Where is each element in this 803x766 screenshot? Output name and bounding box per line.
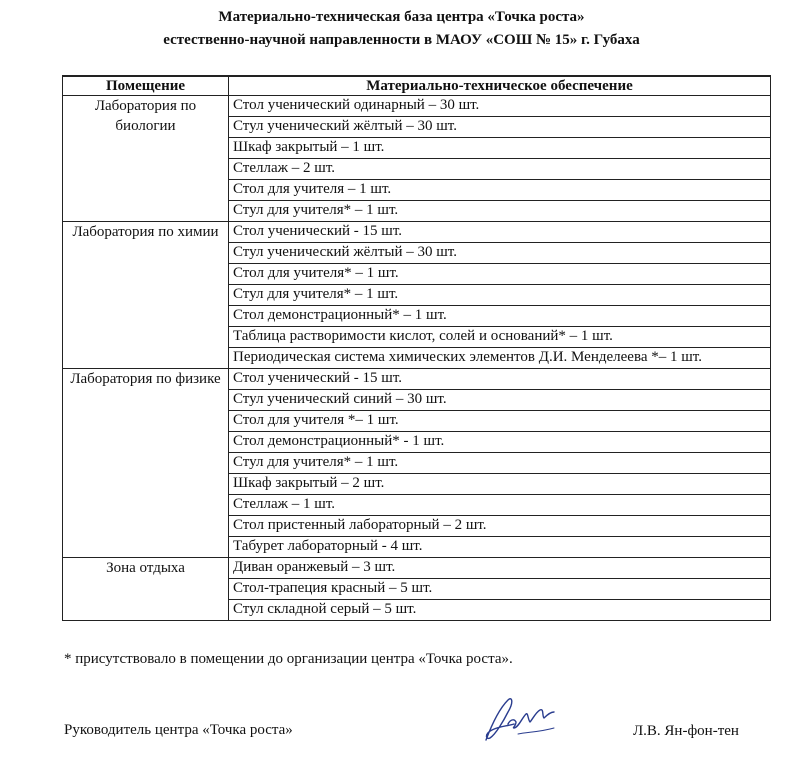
header-equipment: Материально-техническое обеспечение — [229, 76, 771, 96]
table-row — [63, 222, 771, 243]
equipment-table — [62, 75, 771, 621]
table-row — [63, 96, 771, 117]
equipment-item-cell: Стол для учителя *– 1 шт. — [229, 411, 771, 432]
equipment-item-cell: Стол-трапеция красный – 5 шт. — [229, 579, 771, 600]
handwritten-signature — [478, 694, 568, 746]
equipment-item-cell: Стул для учителя* – 1 шт. — [229, 201, 771, 222]
room-name-cell: Лаборатория по физике — [63, 369, 229, 558]
equipment-item-cell: Стул складной серый – 5 шт. — [229, 600, 771, 621]
table-header-row — [63, 76, 771, 96]
equipment-item-cell: Периодическая система химических элементов Д.И. Менделеева *– 1 шт. — [229, 348, 771, 369]
signature-role: Руководитель центра «Точка роста» — [64, 722, 293, 738]
equipment-item-cell: Стеллаж – 1 шт. — [229, 495, 771, 516]
equipment-item-cell: Стул ученический жёлтый – 30 шт. — [229, 243, 771, 264]
document-title-line-1: Материально-техническая база центра «Точка роста» — [218, 9, 585, 25]
equipment-item-cell: Таблица растворимости кислот, солей и оснований* – 1 шт. — [229, 327, 771, 348]
signature-name: Л.В. Ян-фон-тен — [633, 723, 739, 739]
equipment-item-cell: Стеллаж – 2 шт. — [229, 159, 771, 180]
equipment-item-cell: Стол ученический - 15 шт. — [229, 369, 771, 390]
footnote: * присутствовало в помещении до организации центра «Точка роста». — [64, 651, 513, 667]
equipment-item-cell: Диван оранжевый – 3 шт. — [229, 558, 771, 579]
table-row — [63, 369, 771, 390]
equipment-item-cell: Стул ученический жёлтый – 30 шт. — [229, 117, 771, 138]
equipment-item-cell: Стол для учителя* – 1 шт. — [229, 264, 771, 285]
table-row — [63, 558, 771, 579]
equipment-item-cell: Стол ученический - 15 шт. — [229, 222, 771, 243]
equipment-item-cell: Табурет лабораторный - 4 шт. — [229, 537, 771, 558]
equipment-item-cell: Стол демонстрационный* - 1 шт. — [229, 432, 771, 453]
equipment-item-cell: Шкаф закрытый – 2 шт. — [229, 474, 771, 495]
equipment-item-cell: Стул для учителя* – 1 шт. — [229, 285, 771, 306]
equipment-item-cell: Стол демонстрационный* – 1 шт. — [229, 306, 771, 327]
equipment-item-cell: Стол для учителя – 1 шт. — [229, 180, 771, 201]
room-name-cell: Лаборатория по химии — [63, 222, 229, 369]
header-room: Помещение — [63, 76, 229, 96]
document-title-line-2: естественно-научной направленности в МАОУ «СОШ № 15» г. Губаха — [163, 32, 640, 48]
equipment-item-cell: Стол ученический одинарный – 30 шт. — [229, 96, 771, 117]
equipment-item-cell: Стул ученический синий – 30 шт. — [229, 390, 771, 411]
room-name-cell: Зона отдыха — [63, 558, 229, 621]
equipment-item-cell: Стол пристенный лабораторный – 2 шт. — [229, 516, 771, 537]
room-name-cell: Лаборатория по биологии — [63, 96, 229, 222]
equipment-item-cell: Стул для учителя* – 1 шт. — [229, 453, 771, 474]
equipment-item-cell: Шкаф закрытый – 1 шт. — [229, 138, 771, 159]
table-body — [63, 96, 771, 621]
